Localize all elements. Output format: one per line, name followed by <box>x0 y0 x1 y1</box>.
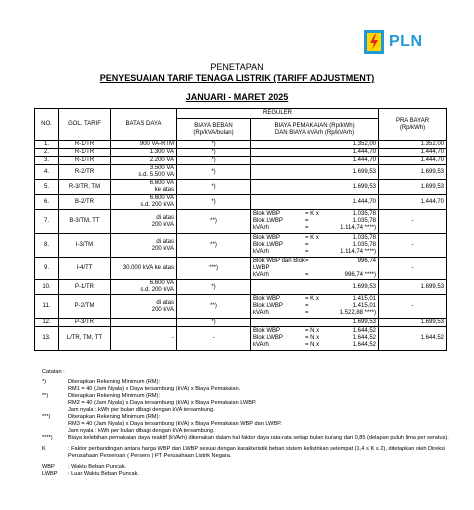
cell-no: 6. <box>35 195 59 210</box>
pemakaian-line <box>253 328 376 335</box>
cell-biaya-beban: *) <box>177 195 251 210</box>
cell-batas-daya: 6.600 VA ke atas <box>111 180 177 195</box>
cell-gol-tarif: I-3/TM <box>59 234 111 258</box>
cell-biaya-beban: - <box>177 327 251 351</box>
cell-no: 11. <box>35 295 59 319</box>
note-item <box>42 446 452 460</box>
pemakaian-label: Blok LWBP <box>253 218 283 224</box>
table-row <box>35 210 447 234</box>
pemakaian-operator: = <box>305 303 309 309</box>
cell-no: 4. <box>35 165 59 180</box>
pemakaian-line <box>253 218 376 225</box>
table-row <box>35 327 447 351</box>
header-prabayar: PRA BAYAR (Rp/kWh) <box>379 109 447 141</box>
note-text: Diterapkan Rekening Minimum (RM): RM2 = 40 (Jam Nyala) x Daya tersambung (kVA) x Biaya Pemakaian LWBP. Jam nyala : kWh per bulan dibagi dengan kVA tersambung. <box>68 393 257 413</box>
cell-biaya-pemakaian: 1.444,70 <box>251 149 379 157</box>
pemakaian-line <box>253 225 376 232</box>
cell-gol-tarif: R-2/TR <box>59 165 111 180</box>
pln-logo <box>364 30 423 54</box>
pemakaian-line <box>253 296 376 303</box>
cell-no: 5. <box>35 180 59 195</box>
cell-no: 12. <box>35 319 59 327</box>
cell-no: 1. <box>35 141 59 149</box>
pemakaian-value: 1.035,78 <box>352 242 377 248</box>
cell-biaya-pemakaian <box>251 258 379 280</box>
pemakaian-operator: = K x <box>305 211 319 217</box>
pemakaian-line <box>253 235 376 242</box>
cell-biaya-beban: *) <box>177 280 251 295</box>
pemakaian-operator: = <box>305 218 309 224</box>
table-row <box>35 165 447 180</box>
note-text: : Luar Waktu Beban Puncak. <box>68 471 139 477</box>
title-period: JANUARI - MARET 2025 <box>185 92 289 102</box>
cell-gol-tarif: P-2/TM <box>59 295 111 319</box>
header-gol-tarif: GOL. TARIF <box>59 109 111 141</box>
pemakaian-value: 1.114,74 ****) <box>340 225 377 231</box>
cell-biaya-pemakaian <box>251 210 379 234</box>
cell-biaya-pemakaian: 1.444,70 <box>251 195 379 210</box>
notes-list <box>42 379 452 478</box>
pemakaian-value: 1.644,52 <box>352 335 377 341</box>
cell-no: 7. <box>35 210 59 234</box>
cell-no: 9. <box>35 258 59 280</box>
cell-biaya-pemakaian: 1.699,53 <box>251 165 379 180</box>
cell-batas-daya: - <box>111 327 177 351</box>
pemakaian-value: 996,74 <box>357 258 377 264</box>
pemakaian-operator: = <box>305 258 309 264</box>
cell-batas-daya: 30.000 kVA ke atas <box>111 258 177 280</box>
cell-biaya-beban: *) <box>177 180 251 195</box>
title-penyesuaian: PENYESUAIAN TARIF TENAGA LISTRIK (TARIFF ADJUSTMENT) <box>99 73 375 83</box>
pemakaian-label: Blok WBP <box>253 328 281 334</box>
pemakaian-value: 1.522,88 ****) <box>339 310 377 316</box>
pemakaian-operator: = N x <box>305 335 320 341</box>
cell-gol-tarif: B-3/TM, TT <box>59 210 111 234</box>
header-biaya-pemakaian: BIAYA PEMAKAIAN (Rp/kWh) DAN BIAYA kVArh (Rp/kVArh) <box>251 119 379 141</box>
cell-biaya-pemakaian <box>251 327 379 351</box>
pemakaian-line <box>253 211 376 218</box>
pemakaian-label: Blok WBP dan Blok LWBP <box>253 258 305 271</box>
cell-batas-daya: 6.600 VA s.d. 200 kVA <box>111 195 177 210</box>
pemakaian-label: kVArh <box>253 310 269 316</box>
cell-prabayar: - <box>379 210 447 234</box>
cell-biaya-beban: **) <box>177 210 251 234</box>
note-item <box>42 393 452 414</box>
cell-biaya-pemakaian: 1.352,00 <box>251 141 379 149</box>
pemakaian-label: kVArh <box>253 342 269 348</box>
pemakaian-line <box>253 242 376 249</box>
note-key: ***) <box>42 414 51 420</box>
note-item <box>42 435 452 442</box>
table-row <box>35 141 447 149</box>
pemakaian-label: Blok WBP <box>253 296 281 302</box>
note-text: : Waktu Beban Puncak. <box>68 464 127 470</box>
table-row <box>35 234 447 258</box>
note-item <box>42 379 452 393</box>
table-row <box>35 319 447 327</box>
table-row <box>35 280 447 295</box>
pemakaian-label: kVArh <box>253 272 269 278</box>
cell-biaya-beban: *) <box>177 165 251 180</box>
note-key: K <box>42 446 46 452</box>
note-key: WBP <box>42 464 55 470</box>
pemakaian-operator: = K x <box>305 235 319 241</box>
cell-batas-daya <box>111 319 177 327</box>
cell-prabayar: - <box>379 258 447 280</box>
cell-gol-tarif: P-3/TR <box>59 319 111 327</box>
pemakaian-operator: = K x <box>305 296 319 302</box>
pemakaian-value: 1.415,01 <box>352 296 377 302</box>
pemakaian-value: 996,74 ****) <box>344 272 377 278</box>
cell-prabayar: 1.699,53 <box>379 180 447 195</box>
header-biaya-beban: BIAYA BEBAN (Rp/kVA/bulan) <box>177 119 251 141</box>
cell-biaya-pemakaian: 1.699,53 <box>251 280 379 295</box>
cell-no: 8. <box>35 234 59 258</box>
pemakaian-value: 1.114,74 ****) <box>340 249 377 255</box>
cell-batas-daya: 1.300 VA <box>111 149 177 157</box>
cell-biaya-pemakaian: 1.699,53 <box>251 180 379 195</box>
note-key: **) <box>42 393 49 399</box>
cell-prabayar: 1.444,70 <box>379 195 447 210</box>
cell-no: 13. <box>35 327 59 351</box>
pemakaian-line <box>253 258 376 272</box>
cell-no: 10. <box>35 280 59 295</box>
note-key: LWBP <box>42 471 58 477</box>
cell-prabayar: 1.699,53 <box>379 165 447 180</box>
cell-prabayar: - <box>379 234 447 258</box>
pemakaian-line <box>253 342 376 349</box>
pemakaian-label: Blok WBP <box>253 235 281 241</box>
cell-batas-daya: di atas 200 kVA <box>111 210 177 234</box>
pemakaian-value: 1.644,52 <box>352 328 377 334</box>
cell-batas-daya: 900 VA-RTM <box>111 141 177 149</box>
cell-gol-tarif: R-3/TR, TM <box>59 180 111 195</box>
cell-batas-daya: di atas 200 kVA <box>111 295 177 319</box>
pemakaian-operator: = N x <box>305 342 320 348</box>
cell-biaya-pemakaian <box>251 234 379 258</box>
cell-prabayar: 1.352,00 <box>379 141 447 149</box>
pln-lightning-icon <box>364 30 384 54</box>
pemakaian-operator: = <box>305 242 309 248</box>
note-item <box>42 464 452 471</box>
cell-biaya-pemakaian <box>251 295 379 319</box>
cell-prabayar: 1.699,53 <box>379 319 447 327</box>
pemakaian-value: 1.035,78 <box>352 218 377 224</box>
header-no: NO. <box>35 109 59 141</box>
cell-gol-tarif: L/TR, TM, TT <box>59 327 111 351</box>
cell-batas-daya: 2.200 VA <box>111 157 177 165</box>
pemakaian-operator: = <box>305 225 309 231</box>
cell-gol-tarif: R-1/TR <box>59 157 111 165</box>
table-row <box>35 149 447 157</box>
note-text: Biaya kelebihan pemakaian daya reaktif (kVArh) dikenakan dalam hal faktor daya rata-rata setiap bulan kurang dari 0,85 (delapan puluh lima per seratus). <box>68 435 449 441</box>
cell-biaya-beban: *) <box>177 149 251 157</box>
cell-biaya-pemakaian: 1.444,70 <box>251 157 379 165</box>
pemakaian-line <box>253 335 376 342</box>
pemakaian-line <box>253 303 376 310</box>
cell-batas-daya: di atas 200 kVA <box>111 234 177 258</box>
pemakaian-value: 1.415,01 <box>352 303 377 309</box>
cell-prabayar: 1.699,53 <box>379 280 447 295</box>
cell-biaya-beban: *) <box>177 141 251 149</box>
note-item <box>42 471 452 478</box>
header-batas-daya: BATAS DAYA <box>111 109 177 141</box>
cell-no: 3. <box>35 157 59 165</box>
pemakaian-value: 1.035,78 <box>352 211 377 217</box>
cell-gol-tarif: I-4/TT <box>59 258 111 280</box>
cell-prabayar: 1.644,52 <box>379 327 447 351</box>
cell-biaya-beban: ***) <box>177 258 251 280</box>
cell-biaya-beban: **) <box>177 295 251 319</box>
pemakaian-value: 1.644,52 <box>352 342 377 348</box>
header-reguler: REGULER <box>177 109 379 119</box>
tariff-table <box>34 108 447 351</box>
cell-biaya-beban: *) <box>177 157 251 165</box>
pemakaian-value: 1.035,78 <box>352 235 377 241</box>
pemakaian-label: kVArh <box>253 249 269 255</box>
pemakaian-label: Blok LWBP <box>253 335 283 341</box>
pemakaian-line <box>253 272 376 279</box>
note-key: ****) <box>42 435 53 441</box>
cell-prabayar: 1.444,70 <box>379 149 447 157</box>
cell-biaya-beban: **) <box>177 234 251 258</box>
cell-batas-daya: 6.600 VA s.d. 200 kVA <box>111 280 177 295</box>
pemakaian-operator: = <box>305 310 309 316</box>
notes-section <box>42 369 452 478</box>
cell-gol-tarif: R-1/TR <box>59 141 111 149</box>
note-text: : Faktor perbandingan antara harga WBP dan LWBP sesuai dengan karakteristik beban sistem kelistrikan setempat (1,4 ≤ K ≤ 2), ditetapkan oleh Direksi Perusahaan Perseroan ( Persero ) PT Perusahaan Listrik Negara. <box>68 446 446 459</box>
cell-batas-daya: 3.500 VA s.d. 5.500 VA <box>111 165 177 180</box>
note-key: *) <box>42 379 47 385</box>
cell-gol-tarif: B-2/TR <box>59 195 111 210</box>
pemakaian-operator: = <box>305 249 309 255</box>
cell-biaya-beban: *) <box>177 319 251 327</box>
note-text: Diterapkan Rekening Minimum (RM): RM1 = 40 (Jam Nyala) x Daya tersambung (kVA) x Biaya Pemakaian. <box>68 379 241 392</box>
title-penetapan: PENETAPAN <box>210 62 264 72</box>
table-row <box>35 180 447 195</box>
pemakaian-label: kVArh <box>253 225 269 231</box>
cell-gol-tarif: P-1/TR <box>59 280 111 295</box>
cell-prabayar: - <box>379 295 447 319</box>
pemakaian-label: Blok LWBP <box>253 303 283 309</box>
note-item <box>42 414 452 435</box>
cell-gol-tarif: R-1/TR <box>59 149 111 157</box>
pemakaian-operator: = N x <box>305 328 320 334</box>
pln-logo-text: PLN <box>389 33 423 50</box>
pemakaian-label: Blok LWBP <box>253 242 283 248</box>
cell-no: 2. <box>35 149 59 157</box>
cell-prabayar: 1.444,70 <box>379 157 447 165</box>
pemakaian-operator: = <box>305 272 309 278</box>
table-row <box>35 258 447 280</box>
tariff-table-body <box>35 141 447 351</box>
cell-biaya-pemakaian: 1.699,53 <box>251 319 379 327</box>
pemakaian-line <box>253 310 376 317</box>
table-row <box>35 157 447 165</box>
notes-title: Catatan : <box>42 369 65 375</box>
note-text: Diterapkan Rekening Minimum (RM): RM3 = 40 (Jam Nyala) x Daya tersambung (kVA) x Biaya Pemakaian WBP dan LWBP. Jam nyala : kWh per bulan dibagi dengan kVA tersambung. <box>68 414 282 434</box>
table-row <box>35 295 447 319</box>
pemakaian-label: Blok WBP <box>253 211 281 217</box>
table-row <box>35 195 447 210</box>
pemakaian-line <box>253 249 376 256</box>
